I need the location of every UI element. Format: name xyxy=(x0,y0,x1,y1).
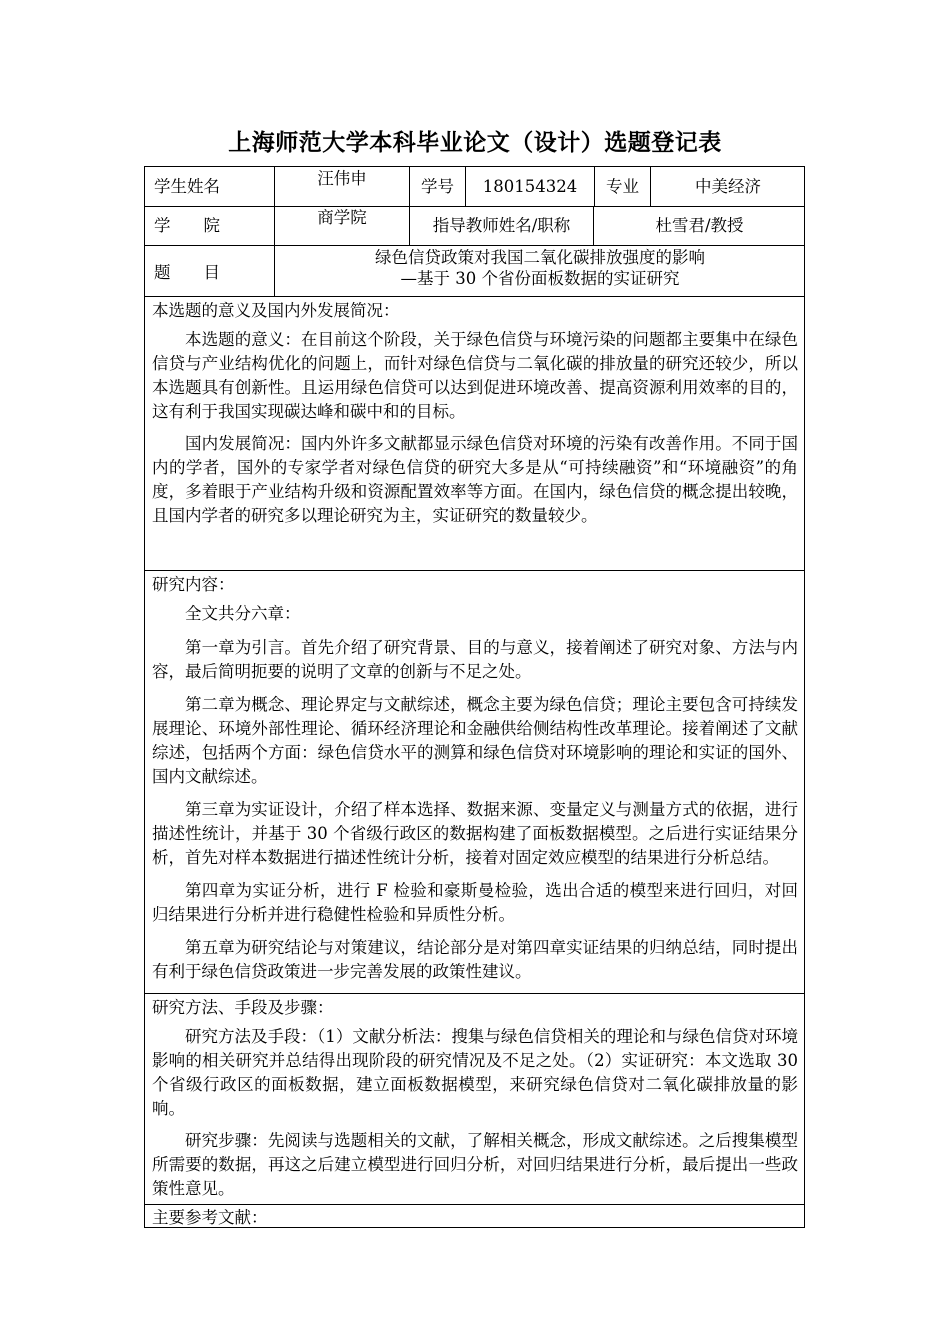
student-name-label: 学生姓名 xyxy=(154,177,220,196)
student-name-value: 汪伟申 xyxy=(317,169,367,188)
advisor-label: 指导教师姓名/职称 xyxy=(432,216,571,235)
content-paragraph: 第四章为实证分析，进行 F 检验和豪斯曼检验，选出合适的模型来进行回归，对回归结果进行分析并进行稳健性检验和异质性分析。 xyxy=(152,881,798,924)
significance-paragraph: 本选题的意义：在目前这个阶段，关于绿色信贷与环境污染的问题都主要集中在绿色信贷与产业结构优化的问题上，而针对绿色信贷与二氧化碳的排放量的研究还较少，所以本选题具有创新性。且运用绿色信贷可以达到促进环境改善、提高资源利用效率的目的，这有利于我国实现碳达峰和碳中和的目标。 xyxy=(152,330,798,421)
content-paragraph: 第三章为实证设计，介绍了样本选择、数据来源、变量定义与测量方式的依据，进行描述性统计，并基于 30 个省级行政区的数据构建了面板数据模型。之后进行实证结果分析，首先对样本数据进行描述性统计分析，接着对固定效应模型的结果进行分析总结。 xyxy=(152,800,798,867)
overview-paragraph: 国内发展简况：国内外许多文献都显示绿色信贷对环境的污染有改善作用。不同于国内的学者，国外的专家学者对绿色信贷的研究大多是从“可持续融资”和“环境融资”的角度，多着眼于产业结构升级和资源配置效率等方面。在国内，绿色信贷的概念提出较晚，且国内学者的研究多以理论研究为主，实证研究的数量较少。 xyxy=(152,434,798,525)
topic-title-line2: —基于 30 个省份面板数据的实证研究 xyxy=(400,269,680,288)
content-paragraph: 全文共分六章： xyxy=(185,604,301,623)
references-heading: 主要参考文献： xyxy=(152,1208,268,1227)
content-paragraph: 第二章为概念、理论界定与文献综述，概念主要为绿色信贷；理论主要包含可持续发展理论、环境外部性理论、循环经济理论和金融供给侧结构性改革理论。接着阐述了文献综述，包括两个方面：绿色信贷水平的测算和绿色信贷对环境影响的理论和实证的国外、国内文献综述。 xyxy=(152,695,798,786)
references-section xyxy=(152,1206,798,1230)
student-id-label: 学号 xyxy=(421,177,454,196)
school-value: 商学院 xyxy=(317,208,367,227)
row-divider xyxy=(144,206,805,207)
research-content-section xyxy=(152,573,798,984)
methods-paragraph: 研究方法及手段：（1）文献分析法：搜集与绿色信贷相关的理论和与绿色信贷对环境影响的相关研究并总结得出现阶段的研究情况及不足之处。（2）实证研究：本文选取 30 个省级行政区的面板数据，建立面板数据模型，来研究绿色信贷对二氧化碳排放量的影响。 xyxy=(152,1027,798,1118)
major-value: 中美经济 xyxy=(695,177,761,196)
row-divider xyxy=(144,245,805,246)
row-divider xyxy=(144,993,805,994)
school-label: 学 院 xyxy=(154,216,220,235)
advisor-value: 杜雪君/教授 xyxy=(655,216,744,235)
significance-section xyxy=(152,299,798,528)
methods-section xyxy=(152,996,798,1201)
research-content-heading: 研究内容： xyxy=(152,575,235,594)
methods-heading: 研究方法、手段及步骤： xyxy=(152,998,334,1017)
content-paragraph: 第一章为引言。首先介绍了研究背景、目的与意义，接着阐述了研究对象、方法与内容，最后简明扼要的说明了文章的创新与不足之处。 xyxy=(152,638,798,681)
student-id-value: 180154324 xyxy=(482,177,578,196)
row-divider xyxy=(144,570,805,571)
row-divider xyxy=(144,1204,805,1205)
major-label: 专业 xyxy=(606,177,639,196)
topic-title-line1: 绿色信贷政策对我国二氧化碳排放强度的影响 xyxy=(375,248,705,267)
content-paragraph: 第五章为研究结论与对策建议，结论部分是对第四章实证结果的归纳总结，同时提出有利于绿色信贷政策进一步完善发展的政策性建议。 xyxy=(152,938,798,981)
row-divider xyxy=(144,296,805,297)
steps-paragraph: 研究步骤：先阅读与选题相关的文献，了解相关概念，形成文献综述。之后搜集模型所需要的数据，再这之后建立模型进行回归分析，对回归结果进行分析，最后提出一些政策性意见。 xyxy=(152,1131,798,1198)
form-title: 上海师范大学本科毕业论文（设计）选题登记表 xyxy=(228,129,722,156)
significance-heading: 本选题的意义及国内外发展简况： xyxy=(152,301,400,320)
topic-label: 题 目 xyxy=(154,263,220,282)
